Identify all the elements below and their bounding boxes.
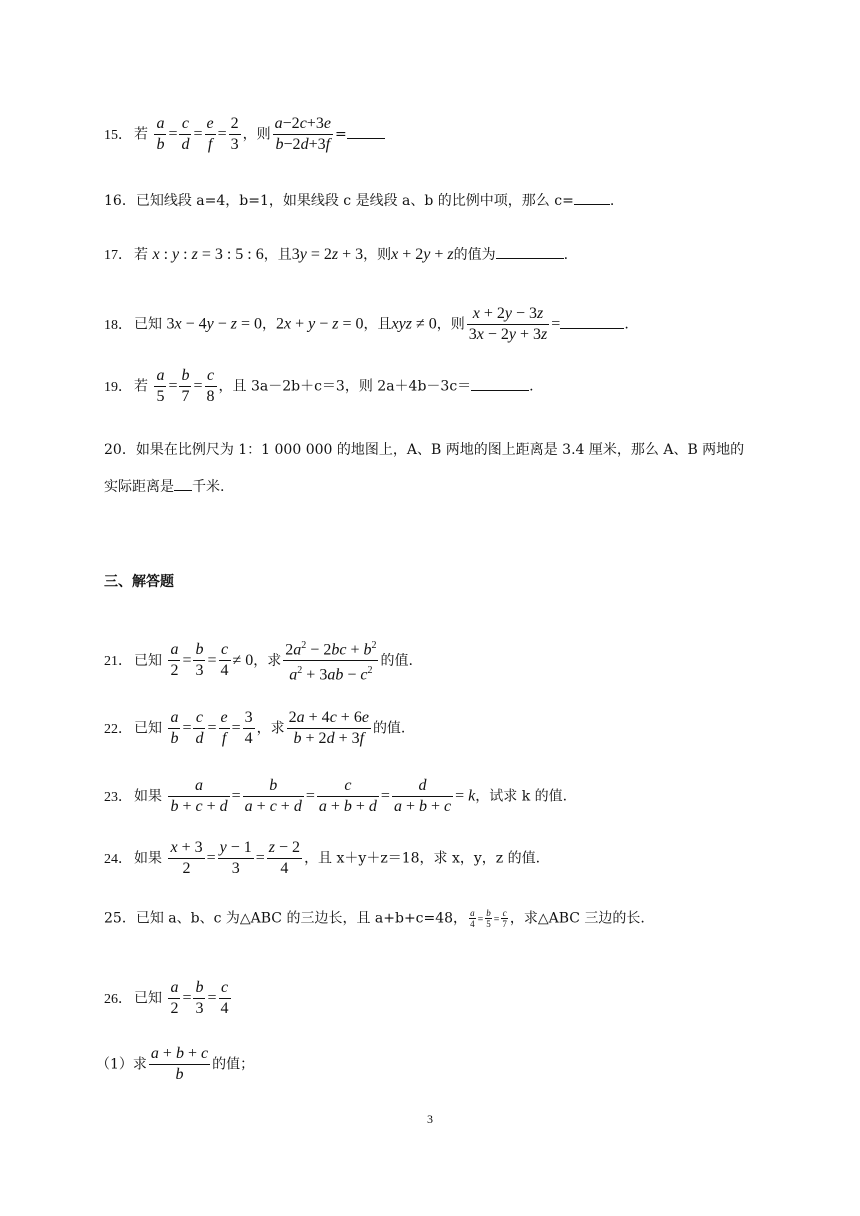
question-26-text-known: 已知 <box>134 990 162 1007</box>
question-21-text-known: 已知 <box>134 652 162 669</box>
expression-x-2y-z: x + 2y + z <box>391 246 454 263</box>
question-17-label: 17． <box>104 248 132 263</box>
question-26: 26． 已知 $\frac{a}{2}$ = $\frac{b}{3}$ = $\frac{c}{4}$ <box>104 979 229 1017</box>
fraction-a-over-4: $\frac{a}{4}$ <box>470 908 475 929</box>
question-17-text-and: ，且 <box>263 247 292 263</box>
question-24-text: ，且 x＋y＋z＝18，求 x，y，z 的值. <box>304 850 541 867</box>
question-22-text-find: ，求 <box>256 720 285 737</box>
question-18-end: . <box>624 316 629 333</box>
question-17-text-value: 的值为 <box>453 247 496 263</box>
question-22-label: 22． <box>104 721 132 737</box>
question-21-label: 21． <box>104 653 132 669</box>
question-15: 15． 若 $\frac{a}{b}$ = $\frac{c}{d}$ = $\frac{e}{f}$ = $\frac{2}{3}$ ，则 $\frac{a-2c+3e}{b-2d+3f}$ = <box>104 114 385 155</box>
equation-3y-2z-3: 3y = 2z + 3 <box>291 246 364 263</box>
question-18-text-known: 已知 <box>134 316 162 333</box>
question-16 <box>104 190 614 211</box>
question-16-end: . <box>609 193 615 209</box>
question-17-text-if: 若 <box>134 247 148 263</box>
equation-3x-4y-z: 3x − 4y − z = 0 <box>166 315 262 333</box>
fraction-a-over-2: $\frac{a}{2}$ <box>170 979 179 1017</box>
question-25-text: 25．已知 a、b、c 为△ABC 的三边长，且 a+b+c=48， <box>104 910 468 927</box>
answer-blank <box>574 190 610 205</box>
question-15-label: 15． <box>104 127 132 143</box>
fraction-c-over-7: $\frac{c}{7}$ <box>502 908 507 929</box>
fraction-e-over-f: $\frac{e}{f}$ <box>206 115 214 153</box>
fraction-x-plus-3-over-2: $\frac{x + 3}{2}$ <box>170 839 203 877</box>
question-20-line-2 <box>104 476 224 497</box>
fraction-b-over-7: $\frac{b}{7}$ <box>181 367 190 405</box>
question-24-text-if: 如果 <box>134 850 162 867</box>
answer-blank <box>471 376 529 391</box>
fraction-abc-over-b: $\frac{a + b + c}{b}$ <box>150 1045 209 1083</box>
question-17 <box>104 244 568 266</box>
answer-blank <box>347 124 385 139</box>
fraction-b-over-3: $\frac{b}{3}$ <box>195 979 204 1017</box>
question-21: 21． 已知 $\frac{a}{2}$ = $\frac{b}{3}$ = $\frac{c}{4}$ ≠ 0，求 $\frac{2a^2 - 2bc + b^2}{a^2 + 3ab - c^2}$ 的值. <box>104 636 413 686</box>
fraction-a-over-bcd: $\frac{a}{b + c + d}$ <box>170 777 228 815</box>
page-number: 3 <box>427 1112 433 1126</box>
question-18-text-then: ，则 <box>436 316 465 333</box>
question-26-part-1 <box>96 1044 254 1085</box>
answer-blank <box>174 476 192 491</box>
question-21-text-value: 的值. <box>380 652 413 669</box>
fraction-b-over-3: $\frac{b}{3}$ <box>195 641 204 680</box>
fraction-expression: $\frac{2a + 4c + 6e}{b + 2d + 3f}$ <box>288 709 369 747</box>
question-20-text: 实际距离是 <box>104 479 174 495</box>
fraction-b-over-5: $\frac{b}{5}$ <box>486 908 491 929</box>
question-20-unit: 千米. <box>192 479 225 495</box>
fraction-3-over-4: $\frac{3}{4}$ <box>244 709 253 747</box>
question-26-part-1-value: 的值； <box>212 1056 255 1073</box>
fraction-a-over-b: $\frac{a}{b}$ <box>170 709 179 747</box>
question-15-text-then: ，则 <box>242 126 271 143</box>
answer-blank <box>560 314 624 329</box>
question-25-text-find: ，求△ABC 三边的长. <box>509 910 645 927</box>
fraction-c-over-d: $\frac{c}{d}$ <box>181 115 190 153</box>
fraction-y-minus-1-over-3: $\frac{y - 1}{3}$ <box>219 839 252 877</box>
question-23-text: ，试求 k 的值. <box>475 788 568 805</box>
question-15-equals: = <box>334 126 347 143</box>
fraction-expression: $\frac{a-2c+3e}{b-2d+3f}$ <box>274 115 331 153</box>
question-24: 24． 如果 $\frac{x + 3}{2}$ = $\frac{y - 1}{3}$ = $\frac{z - 2}{4}$ ，且 x＋y＋z＝18，求 x，y，z 的值. <box>104 839 541 877</box>
question-19-text-if: 若 <box>134 378 148 395</box>
answer-blank <box>496 244 564 259</box>
question-18: 18． 已知 3x − 4y − z = 0，2x + y − z = 0，且xyz ≠ 0，则 $\frac{x + 2y - 3z}{3x - 2y + 3z}$ = . <box>104 305 629 343</box>
question-17-end: . <box>563 247 569 263</box>
fraction-c-over-abd: $\frac{c}{a + b + d}$ <box>318 777 377 815</box>
question-15-text-if: 若 <box>134 126 148 143</box>
fraction-a-over-b: $\frac{a}{b}$ <box>156 115 165 153</box>
fraction-c-over-d: $\frac{c}{d}$ <box>195 709 204 747</box>
fraction-z-minus-2-over-4: $\frac{z - 2}{4}$ <box>268 839 301 877</box>
question-22-text-known: 已知 <box>134 720 162 737</box>
question-24-label: 24． <box>104 851 132 867</box>
fraction-d-over-abc: $\frac{d}{a + b + c}$ <box>393 777 452 815</box>
question-25: 25．已知 a、b、c 为△ABC 的三边长，且 a+b+c=48， $\frac{a}{4}$ = $\frac{b}{5}$ = $\frac{c}{7}$ ，求△ABC 三边的长. <box>104 908 645 929</box>
fraction-2-over-3: $\frac{2}{3}$ <box>230 115 239 153</box>
question-18-comma: ， <box>262 316 276 333</box>
question-18-label: 18． <box>104 317 132 333</box>
question-19: 19． 若 $\frac{a}{5}$ = $\frac{b}{7}$ = $\frac{c}{8}$ ，且 3a－2b＋c＝3，则 2a＋4b－3c＝ . <box>104 367 534 405</box>
section-heading: 三、解答题 <box>104 574 174 590</box>
question-20-line-1: 20．如果在比例尺为 1：1 000 000 的地图上，A、B 两地的图上距离是 3.4 厘米，那么 A、B 两地的 <box>104 442 745 458</box>
question-23-text-if: 如果 <box>134 788 162 805</box>
question-18-text-and: ，且 <box>363 316 392 333</box>
fraction-c-over-8: $\frac{c}{8}$ <box>206 367 215 405</box>
question-23-label: 23． <box>104 789 132 805</box>
question-21-text-find: ，求 <box>253 652 282 669</box>
equation-2x-y-z: 2x + y − z = 0 <box>276 315 364 333</box>
question-19-label: 19． <box>104 379 132 395</box>
question-23: 23． 如果 $\frac{a}{b + c + d}$ = $\frac{b}{a + c + d}$ = $\frac{c}{a + b + d}$ = $\frac{d}{a + b + c}$ = k，试求 k 的值. <box>104 777 568 815</box>
fraction-c-over-4: $\frac{c}{4}$ <box>220 641 229 680</box>
fraction-a-over-5: $\frac{a}{5}$ <box>156 367 165 405</box>
condition-xyz-nonzero: xyz ≠ 0 <box>391 315 437 333</box>
question-17-text-then: ，则 <box>363 247 392 263</box>
fraction-a-over-2: $\frac{a}{2}$ <box>170 641 179 680</box>
question-22-text-value: 的值. <box>372 720 406 737</box>
question-16-text: 16．已知线段 a=4，b=1，如果线段 c 是线段 a、b 的比例中项，那么 c= <box>104 193 574 209</box>
fraction-expression: $\frac{2a^2 - 2bc + b^2}{a^2 + 3ab - c^2}$ <box>283 636 378 686</box>
ratio-expression: x : y : z = 3 : 5 : 6 <box>152 246 264 263</box>
fraction-e-over-f: $\frac{e}{f}$ <box>220 709 228 747</box>
fraction-b-over-acd: $\frac{b}{a + c + d}$ <box>244 777 302 815</box>
fraction-c-over-4: $\frac{c}{4}$ <box>220 979 229 1017</box>
question-19-text: ，且 3a－2b＋c＝3，则 2a＋4b－3c＝ <box>218 378 472 395</box>
question-26-label: 26． <box>104 991 132 1007</box>
fraction-expression: $\frac{x + 2y - 3z}{3x - 2y + 3z}$ <box>468 305 548 343</box>
question-22: 22． 已知 $\frac{a}{b}$ = $\frac{c}{d}$ = $\frac{e}{f}$ = $\frac{3}{4}$ ，求 $\frac{2a + 4c + 6e}{b + 2d + 3f}$ 的值. <box>104 709 406 747</box>
question-19-end: . <box>529 378 534 395</box>
question-26-part-1-text: （1）求 <box>96 1056 147 1073</box>
